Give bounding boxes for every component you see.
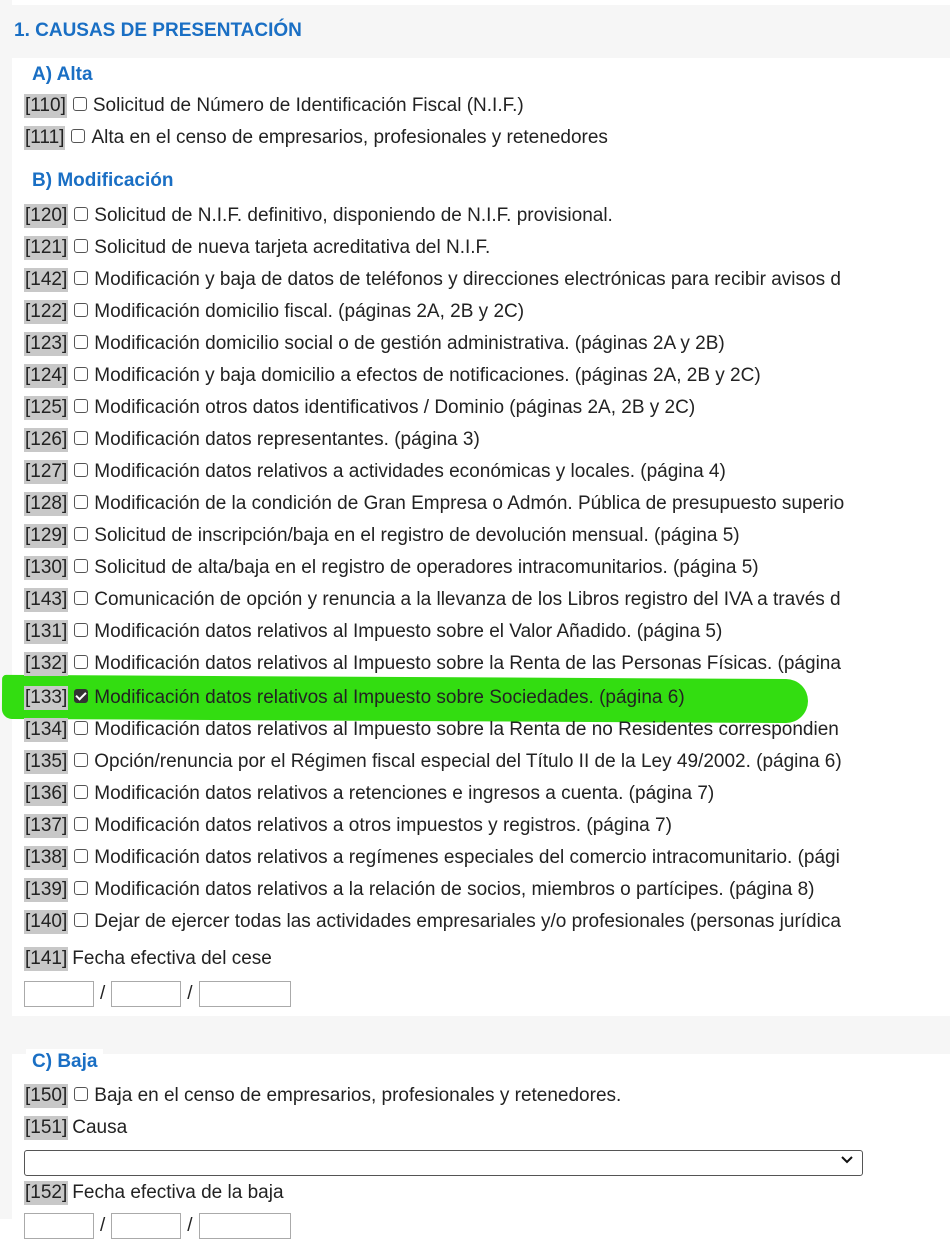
checkbox[interactable] [74, 623, 88, 637]
checkbox[interactable] [74, 849, 88, 863]
field-code: [123] [25, 333, 68, 354]
checkbox[interactable] [74, 591, 88, 605]
form-row [24, 748, 842, 776]
field-code: [151] [25, 1117, 68, 1138]
field-code: [124] [25, 365, 68, 386]
field-code: [140] [25, 911, 68, 932]
checkbox[interactable] [74, 753, 88, 767]
checkbox[interactable] [74, 303, 88, 317]
form-row [24, 266, 841, 294]
field-label: Modificación domicilio fiscal. (páginas 2A, 2B y 2C) [94, 301, 525, 322]
form-row [24, 684, 685, 712]
field-code: [111] [25, 127, 65, 148]
field-code: [121] [25, 237, 68, 258]
field-label: Opción/renuncia por el Régimen fiscal especial del Título II de la Ley 49/2002. (página 6) [94, 751, 842, 772]
field-code: [152] [25, 1182, 68, 1203]
form-row [24, 586, 841, 614]
field-label: Modificación datos relativos al Impuesto sobre Sociedades. (página 6) [94, 687, 685, 708]
field-label: Modificación de la condición de Gran Empresa o Admón. Pública de presupuesto superio [94, 493, 845, 514]
field-code: [127] [25, 461, 68, 482]
field-code: [120] [25, 205, 68, 226]
field-code: [139] [25, 879, 68, 900]
field-code: [142] [25, 269, 68, 290]
field-label: Alta en el censo de empresarios, profesionales y retenedores [91, 127, 608, 148]
field-label: Modificación datos relativos a otros impuestos y registros. (página 7) [94, 815, 672, 836]
group-title-alta: A) Alta [26, 62, 99, 88]
checkbox[interactable] [74, 785, 88, 799]
section-title: 1. CAUSAS DE PRESENTACIÓN [14, 20, 302, 41]
fecha-baja-month-input[interactable] [111, 1213, 181, 1239]
field-code: [110] [25, 95, 66, 116]
form-row [24, 780, 714, 808]
date-separator: / [187, 1215, 193, 1236]
form-row [24, 298, 524, 326]
checkbox[interactable] [74, 239, 88, 253]
checkbox[interactable] [71, 129, 85, 143]
date-separator: / [100, 1215, 106, 1236]
form-row [24, 330, 725, 358]
field-label: Modificación datos relativos al Impuesto sobre el Valor Añadido. (página 5) [94, 621, 723, 642]
field-label: Baja en el censo de empresarios, profesionales y retenedores. [94, 1085, 622, 1106]
date-separator: / [187, 983, 193, 1004]
checkbox[interactable] [74, 335, 88, 349]
form-row [24, 1179, 284, 1207]
field-label: Modificación y baja de datos de teléfonos y direcciones electrónicas para recibir avisos d [94, 269, 841, 290]
form-row [24, 394, 695, 422]
field-code: [130] [25, 557, 68, 578]
field-label: Modificación y baja domicilio a efectos de notificaciones. (páginas 2A, 2B y 2C) [94, 365, 761, 386]
form-row [24, 458, 726, 486]
fecha-cese-date [24, 980, 291, 1008]
checkbox[interactable] [73, 97, 87, 111]
checkbox-checked[interactable] [74, 689, 88, 703]
field-code: [138] [25, 847, 68, 868]
field-label: Solicitud de nueva tarjeta acreditativa del N.I.F. [94, 237, 491, 258]
field-label: Fecha efectiva del cese [72, 948, 272, 969]
form-row [24, 844, 840, 872]
form-row [24, 234, 490, 262]
fecha-cese-year-input[interactable] [199, 981, 291, 1007]
field-label: Modificación otros datos identificativos / Dominio (páginas 2A, 2B y 2C) [94, 397, 696, 418]
field-code: [126] [25, 429, 68, 450]
top-box [12, 0, 950, 5]
checkbox[interactable] [74, 495, 88, 509]
field-code: [150] [25, 1085, 68, 1106]
field-label: Causa [72, 1117, 128, 1138]
form-row [24, 716, 839, 744]
form-row [24, 554, 759, 582]
fecha-baja-year-input[interactable] [199, 1213, 291, 1239]
checkbox[interactable] [74, 881, 88, 895]
field-label: Modificación datos relativos a la relación de socios, miembros o partícipes. (página 8) [94, 879, 815, 900]
field-code: [125] [25, 397, 68, 418]
fecha-baja-date [24, 1212, 291, 1240]
field-code: [141] [25, 948, 68, 969]
form-row [24, 124, 608, 152]
field-label: Solicitud de N.I.F. definitivo, disponiendo de N.I.F. provisional. [94, 205, 613, 226]
chevron-down-icon [840, 1153, 854, 1170]
form-row [24, 876, 815, 904]
field-label: Modificación datos relativos al Impuesto sobre la Renta de no Residentes correspondien [94, 719, 839, 740]
causa-select[interactable] [24, 1150, 863, 1176]
form-row [24, 522, 740, 550]
form-row [24, 945, 272, 973]
fecha-baja-day-input[interactable] [24, 1213, 94, 1239]
checkbox[interactable] [74, 655, 88, 669]
form-row [24, 92, 524, 120]
group-title-baja: C) Baja [26, 1049, 103, 1075]
field-code: [122] [25, 301, 68, 322]
field-label: Modificación datos relativos a actividades económicas y locales. (página 4) [94, 461, 726, 482]
checkbox[interactable] [74, 913, 88, 927]
date-separator: / [100, 983, 106, 1004]
checkbox[interactable] [74, 271, 88, 285]
field-label: Solicitud de alta/baja en el registro de operadores intracomunitarios. (página 5) [94, 557, 759, 578]
checkbox[interactable] [74, 463, 88, 477]
fecha-cese-day-input[interactable] [24, 981, 94, 1007]
field-code: [143] [25, 589, 68, 610]
field-code: [128] [25, 493, 68, 514]
form-row [24, 650, 841, 678]
form-row [24, 362, 761, 390]
field-code: [132] [25, 653, 68, 674]
field-code: [135] [25, 751, 68, 772]
field-code: [129] [25, 525, 68, 546]
field-label: Modificación datos representantes. (página 3) [94, 429, 480, 450]
form-row [24, 908, 841, 936]
group-title-modificacion: B) Modificación [26, 168, 179, 194]
checkbox[interactable] [74, 559, 88, 573]
field-code: [136] [25, 783, 68, 804]
checkbox[interactable] [74, 207, 88, 221]
checkbox[interactable] [74, 431, 88, 445]
checkbox[interactable] [74, 399, 88, 413]
form-row [24, 490, 844, 518]
field-label: Comunicación de opción y renuncia a la llevanza de los Libros registro del IVA a través d [94, 589, 841, 610]
form-row [24, 618, 722, 646]
field-label: Fecha efectiva de la baja [72, 1182, 284, 1203]
field-label: Modificación datos relativos al Impuesto sobre la Renta de las Personas Físicas. (página [94, 653, 841, 674]
form-row [24, 1114, 127, 1142]
field-label: Modificación domicilio social o de gestión administrativa. (páginas 2A y 2B) [94, 333, 725, 354]
field-code: [134] [25, 719, 68, 740]
fecha-cese-month-input[interactable] [111, 981, 181, 1007]
checkbox[interactable] [74, 721, 88, 735]
field-label: Modificación datos relativos a retenciones e ingresos a cuenta. (página 7) [94, 783, 715, 804]
field-label: Modificación datos relativos a regímenes especiales del comercio intracomunitario. (pági [94, 847, 840, 868]
form-row [24, 202, 613, 230]
field-code: [137] [25, 815, 68, 836]
field-label: Solicitud de inscripción/baja en el registro de devolución mensual. (página 5) [94, 525, 740, 546]
form-row [24, 1082, 621, 1110]
field-label: Dejar de ejercer todas las actividades empresariales y/o profesionales (personas jurídica [94, 911, 841, 932]
form-row [24, 426, 480, 454]
checkbox[interactable] [74, 1087, 88, 1101]
field-code: [133] [25, 687, 68, 708]
checkbox[interactable] [74, 817, 88, 831]
checkbox[interactable] [74, 367, 88, 381]
form-row [24, 812, 672, 840]
field-code: [131] [25, 621, 68, 642]
checkbox[interactable] [74, 527, 88, 541]
field-label: Solicitud de Número de Identificación Fiscal (N.I.F.) [92, 95, 524, 116]
